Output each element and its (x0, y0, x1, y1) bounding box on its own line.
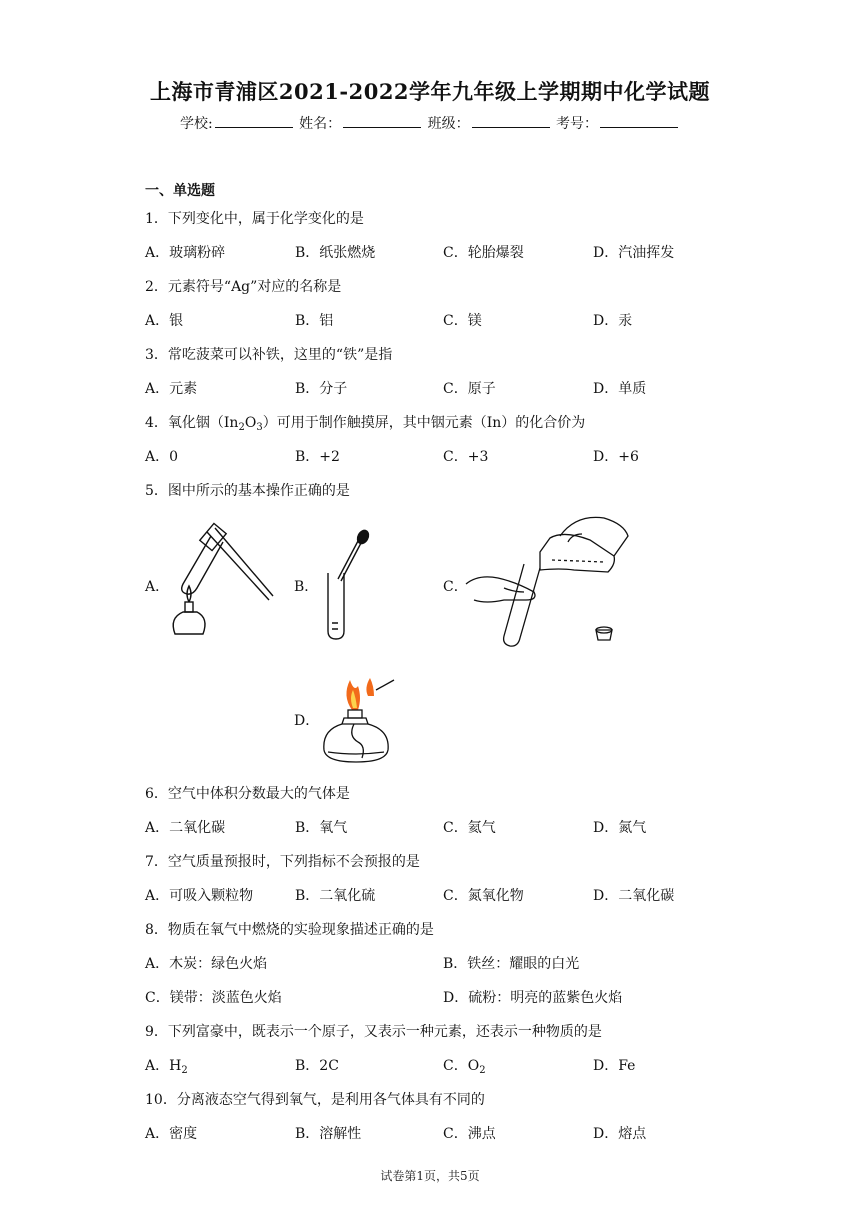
option-d[interactable]: D．硫粉：明亮的蓝紫色火焰 (443, 990, 623, 1006)
q4-sub-2: 2 (238, 422, 245, 433)
page-title: 上海市青浦区2021-2022学年九年级上学期期中化学试题 (149, 79, 711, 104)
option-b-text: B．2C (295, 1058, 339, 1074)
option-c[interactable] (443, 1055, 486, 1076)
option-a[interactable]: A．0 (145, 449, 179, 465)
option-d[interactable]: D．汽油挥发 (593, 245, 675, 261)
option-c[interactable]: C．氦气 (443, 820, 496, 836)
option-b[interactable] (295, 1055, 339, 1075)
option-a[interactable]: A．玻璃粉碎 (145, 245, 226, 261)
option-b[interactable]: B．铝 (295, 313, 334, 329)
option-a[interactable]: A．木炭：绿色火焰 (145, 956, 268, 972)
option-b[interactable]: B．分子 (295, 381, 348, 397)
option-c[interactable]: C．原子 (443, 381, 496, 397)
option-c[interactable]: C．镁 (443, 313, 482, 329)
option-a[interactable]: A．二氧化碳 (145, 820, 226, 836)
question-8: 8．物质在氧气中燃烧的实验现象描述正确的是 (145, 922, 434, 938)
info-name-label: 姓名： (299, 116, 342, 132)
option-d-text: D．Fe (593, 1058, 636, 1074)
option-a[interactable]: A． (145, 579, 170, 595)
option-d[interactable]: D． (294, 713, 320, 729)
class-blank[interactable] (472, 115, 550, 128)
option-c[interactable]: C．轮胎爆裂 (443, 245, 524, 261)
question-9-options (145, 1055, 745, 1075)
question-6-options (145, 817, 745, 837)
school-blank[interactable] (215, 115, 293, 128)
question-7-options (145, 885, 745, 905)
question-3: 3．常吃菠菜可以补铁，这里的“铁”是指 (145, 347, 393, 363)
option-b[interactable]: B．纸张燃烧 (295, 245, 376, 261)
question-6: 6．空气中体积分数最大的气体是 (145, 786, 350, 802)
exam-number-blank[interactable] (600, 115, 678, 128)
option-d[interactable]: D．单质 (593, 381, 647, 397)
question-8-options-row1 (145, 953, 745, 973)
q4-text-part2: O (244, 415, 257, 431)
option-b[interactable]: B．二氧化硫 (295, 888, 376, 904)
pouring-liquid-figure[interactable] (464, 512, 632, 648)
page-footer: 试卷第1页，共5页 (380, 1169, 480, 1183)
option-c[interactable]: C．镁带：淡蓝色火焰 (145, 990, 282, 1006)
option-b[interactable]: B．氧气 (295, 820, 348, 836)
question-7: 7．空气质量预报时，下列指标不会预报的是 (145, 854, 420, 870)
question-8-options-row2 (145, 987, 745, 1007)
question-1-options (145, 242, 745, 262)
section-title: 一、单选题 (145, 183, 215, 199)
option-a[interactable] (145, 1055, 188, 1076)
option-c[interactable]: C．+3 (443, 449, 489, 465)
student-info-line (0, 113, 860, 133)
question-2: 2．元素符号“Ag”对应的名称是 (145, 279, 342, 295)
option-d[interactable]: D．氮气 (593, 820, 647, 836)
option-c[interactable]: C．氮氧化物 (443, 888, 524, 904)
q4-sub-3: 3 (256, 422, 263, 433)
option-d[interactable]: D．汞 (593, 313, 633, 329)
option-d[interactable]: D．二氧化碳 (593, 888, 675, 904)
q4-text-part3: ）可用于制作触摸屏，其中铟元素（In）的化合价为 (262, 415, 586, 431)
option-a[interactable]: A．元素 (145, 381, 198, 397)
info-class-label: 班级： (427, 116, 470, 132)
dropper-test-tube-figure[interactable] (318, 527, 378, 642)
option-a[interactable]: A．密度 (145, 1126, 198, 1142)
option-b[interactable]: B． (294, 579, 319, 595)
option-d[interactable]: D．+6 (593, 449, 639, 465)
option-c-text: C．O (443, 1058, 480, 1074)
name-blank[interactable] (343, 115, 421, 128)
option-a[interactable]: A．可吸入颗粒物 (145, 888, 254, 904)
question-9: 9．下列富豪中，既表示一个原子，又表示一种元素，还表示一种物质的是 (145, 1024, 602, 1040)
info-exam-number-label: 考号： (556, 116, 599, 132)
option-d[interactable] (593, 1055, 635, 1075)
question-2-options (145, 310, 745, 330)
option-a[interactable]: A．银 (145, 313, 184, 329)
lighting-alcohol-lamp-figure[interactable] (318, 674, 398, 766)
option-a-sub: 2 (181, 1065, 188, 1076)
option-c[interactable]: C．沸点 (443, 1126, 496, 1142)
option-d[interactable]: D．熔点 (593, 1126, 647, 1142)
question-3-options (145, 378, 745, 398)
option-b[interactable]: B．铁丝：耀眼的白光 (443, 956, 580, 972)
question-4 (145, 412, 585, 433)
question-10-options (145, 1123, 745, 1143)
option-b[interactable]: B．溶解性 (295, 1126, 362, 1142)
info-school-label: 学校: (179, 116, 213, 132)
q4-text-part1: 4．氧化铟（In (145, 415, 239, 431)
question-5: 5．图中所示的基本操作正确的是 (145, 483, 350, 499)
option-c[interactable]: C． (443, 579, 468, 595)
heating-test-tube-figure[interactable] (165, 522, 277, 640)
question-4-options (145, 446, 745, 466)
question-10: 10．分离液态空气得到氧气，是利用各气体具有不同的 (145, 1092, 485, 1108)
question-1: 1．下列变化中，属于化学变化的是 (145, 211, 364, 227)
option-c-sub: 2 (479, 1065, 486, 1076)
option-b[interactable]: B．+2 (295, 449, 340, 465)
option-a-text: A．H (145, 1058, 182, 1074)
